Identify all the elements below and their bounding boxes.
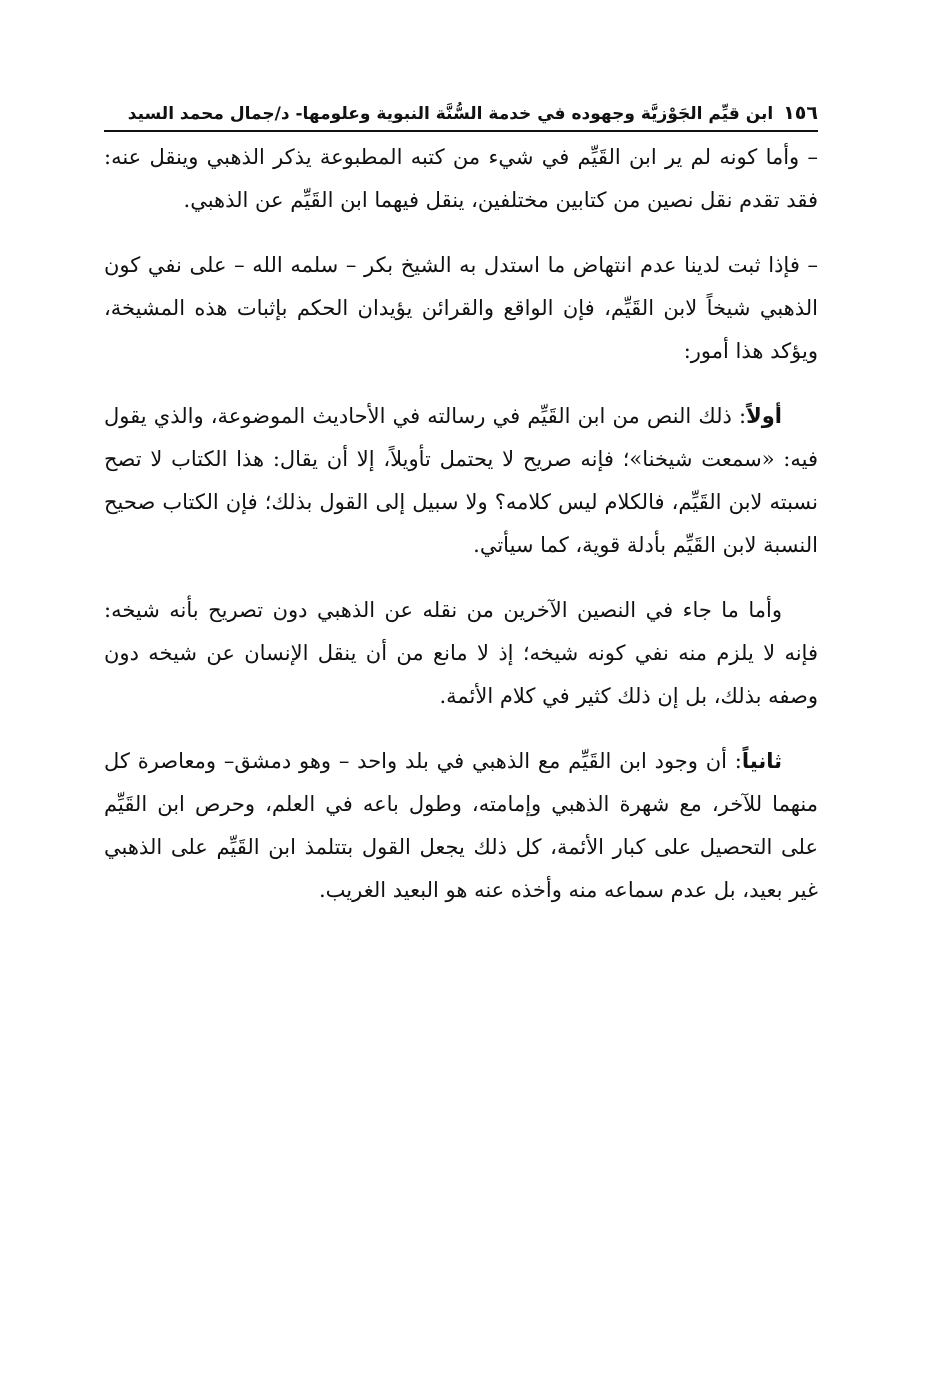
page-number: ١٥٦ [783, 102, 818, 124]
paragraph-lead-word: أولاً [746, 404, 782, 428]
book-title: ابن قيِّم الجَوْزيَّة وجهوده في خدمة السُّنَّة النبوية وعلومها- د/جمال محمد السيد [127, 104, 774, 124]
paragraph-lead-word: ثانياً [741, 749, 782, 773]
book-page [104, 98, 818, 1278]
paragraph-two-texts [104, 589, 818, 718]
paragraph-text: وأما ما جاء في النصين الآخرين من نقله عن الذهبي دون تصريح بأنه شيخه: فإنه لا يلزم منه نفي كونه شيخه؛ إذ لا مانع من أن ينقل الإنسان عن شيخه دون وصفه بذلك، بل إن ذلك كثير في كلام الأئمة. [104, 598, 818, 708]
paragraph-dhahabi-quotes [104, 136, 818, 222]
paragraph-text: : أن وجود ابن القَيِّم مع الذهبي في بلد واحد – وهو دمشق– ومعاصرة كل منهما للآخر، مع شهرة الذهبي وإمامته، وطول باعه في العلم، وحرص ابن القَيِّم على التحصيل على كبار الأئمة، كل ذلك يجعل القول بتتلمذ ابن القَيِّم على الذهبي غير بعيد، بل عدم سماعه منه وأخذه عنه هو البعيد الغريب. [104, 749, 818, 902]
paragraph-text: – وأما كونه لم ير ابن القَيِّم في شيء من كتبه المطبوعة يذكر الذهبي وينقل عنه: فقد تقدم نقل نصين من كتابين مختلفين، ينقل فيهما ابن القَيِّم عن الذهبي. [104, 145, 818, 212]
paragraph-first-point [104, 395, 818, 567]
running-header [104, 98, 818, 132]
body-text [104, 136, 818, 912]
paragraph-text: – فإذا ثبت لدينا عدم انتهاض ما استدل به الشيخ بكر – سلمه الله – على نفي كون الذهبي شيخاً لابن القَيِّم، فإن الواقع والقرائن يؤيدان الحكم بإثبات هذه المشيخة، ويؤكد هذا أمور: [104, 253, 818, 363]
paragraph-second-point [104, 740, 818, 912]
paragraph-mashyakha-evidence [104, 244, 818, 373]
paragraph-text: : ذلك النص من ابن القَيِّم في رسالته في الأحاديث الموضوعة، والذي يقول فيه: «سمعت شيخنا»؛ فإنه صريح لا يحتمل تأويلاً، إلا أن يقال: هذا الكتاب لا تصح نسبته لابن القَيِّم، فالكلام ليس كلامه؟ ولا سبيل إلى القول بذلك؛ فإن الكتاب صحيح النسبة لابن القَيِّم بأدلة قوية، كما سيأتي. [104, 404, 818, 557]
